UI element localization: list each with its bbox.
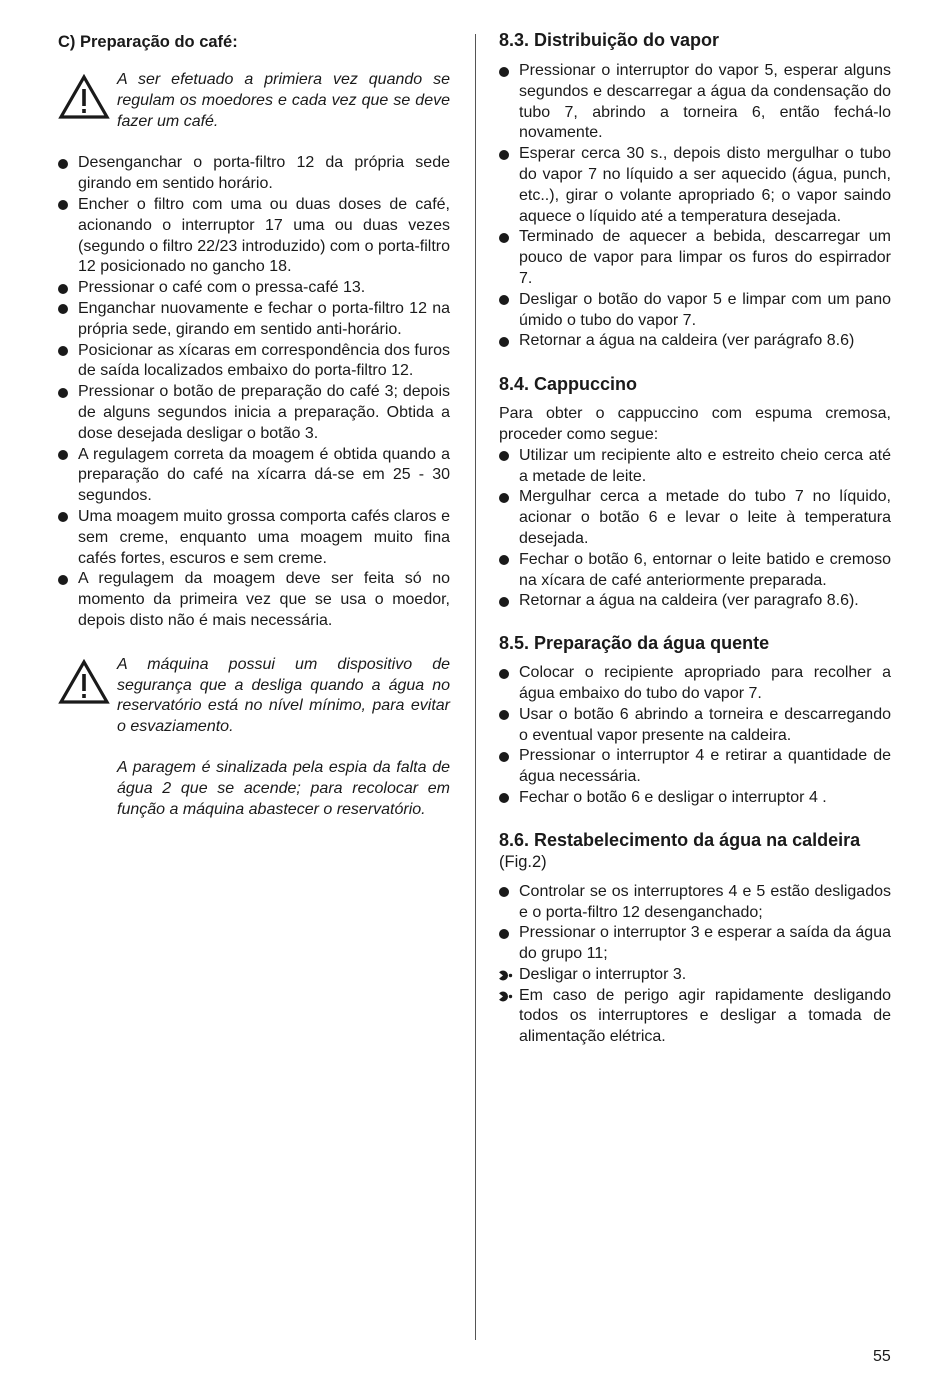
bullet-dot-icon xyxy=(499,887,509,897)
list-item: Pressionar o interruptor do vapor 5, esperar alguns segundos e descarregar a água da condensação do tubo 7, abrindo a torneira 6, então fechá-lo novamente. xyxy=(499,61,891,144)
warning-note-2 xyxy=(58,655,450,821)
bullet-dot-icon xyxy=(58,388,68,398)
warning-text-1: A ser efetuado a primiera vez quando se regulam os moedores e cada vez que se deve fazer um café. xyxy=(117,71,450,130)
warning-text-2b: A paragem é sinalizada pela espia da falta de água 2 que se acende; para recolocar em função a máquina abastecer o reservatório. xyxy=(117,758,450,818)
bullet-dot-icon xyxy=(499,150,509,160)
list-item: Enganchar nuovamente e fechar o porta-filtro 12 na própria sede, girando em sentido anti-horário. xyxy=(58,299,450,341)
bullet-dot-icon xyxy=(499,67,509,77)
list-item: Desligar o interruptor 3. xyxy=(499,965,891,986)
list-item: Desligar o botão do vapor 5 e limpar com um pano úmido o tubo do vapor 7. xyxy=(499,290,891,332)
list-item: Uma moagem muito grossa comporta cafés claros e sem creme, enquanto uma moagem muito fina cafés fortes, escuros e sem creme. xyxy=(58,507,450,569)
bullet-dot-icon xyxy=(499,233,509,243)
bullet-dot-icon xyxy=(499,295,509,305)
bullet-dot-icon xyxy=(499,451,509,461)
bullet-dot-icon xyxy=(499,337,509,347)
bullet-dot-icon xyxy=(58,512,68,522)
cappuccino-steps-list xyxy=(499,446,891,612)
arrow-bullet-icon xyxy=(497,991,513,1002)
list-item: Desenganchar o porta-filtro 12 da própria sede girando em sentido horário. xyxy=(58,153,450,195)
warning-triangle-icon xyxy=(58,659,110,705)
right-column xyxy=(499,28,891,1048)
warning-note-1 xyxy=(58,70,450,132)
list-item: Usar o botão 6 abrindo a torneira e descarregando o eventual vapor presente na caldeira. xyxy=(499,705,891,747)
list-item: A regulagem correta da moagem é obtida quando a preparação do café na xícarra dá-se em 25 - 30 segundos. xyxy=(58,445,450,507)
section-title-8-3: 8.3. Distribuição do vapor xyxy=(499,30,720,50)
left-column xyxy=(58,28,450,820)
bullet-dot-icon xyxy=(499,929,509,939)
bullet-dot-icon xyxy=(58,200,68,210)
bullet-dot-icon xyxy=(499,793,509,803)
section-title-8-5: 8.5. Preparação da água quente xyxy=(499,633,770,654)
warning-text-2a: A máquina possui um dispositivo de segurança que a desliga quando a água no reservatório está no nível mínimo, para evitar o esvaziamento. xyxy=(117,655,450,736)
list-item: Pressionar o interruptor 3 e esperar a saída da água do grupo 11; xyxy=(499,923,891,965)
list-item: Retornar a água na caldeira (ver paragrafo 8.6). xyxy=(499,591,891,612)
bullet-dot-icon xyxy=(58,346,68,356)
bullet-dot-icon xyxy=(58,159,68,169)
bullet-dot-icon xyxy=(499,493,509,503)
page-number: 55 xyxy=(873,1348,891,1365)
warning-triangle-icon xyxy=(58,74,110,120)
bullet-dot-icon xyxy=(499,710,509,720)
bullet-dot-icon xyxy=(58,304,68,314)
list-item: Pressionar o interruptor 4 e retirar a quantidade de água necessária. xyxy=(499,746,891,788)
list-item: Pressionar o café com o pressa-café 13. xyxy=(58,278,450,299)
coffee-steps-list xyxy=(58,153,450,631)
list-item: Colocar o recipiente apropriado para recolher a água embaixo do tubo do vapor 7. xyxy=(499,663,891,705)
list-item: A regulagem da moagem deve ser feita só no momento da primeira vez que se usa o moedor, depois disto não é mais necessária. xyxy=(58,569,450,631)
list-item: Fechar o botão 6, entornar o leite batido e cremoso na xícara de café anteriormente preparada. xyxy=(499,550,891,592)
section-title-8-4: 8.4. Cappuccino xyxy=(499,374,638,395)
bullet-dot-icon xyxy=(58,450,68,460)
bullet-dot-icon xyxy=(58,575,68,585)
list-item: Controlar se os interruptores 4 e 5 estão desligados e o porta-filtro 12 desenganchado; xyxy=(499,882,891,924)
bullet-dot-icon xyxy=(499,752,509,762)
list-item: Utilizar um recipiente alto e estreito cheio cerca até a metade de leite. xyxy=(499,446,891,488)
bullet-dot-icon xyxy=(499,669,509,679)
list-item: Posicionar as xícaras em correspondência dos furos de saída localizados embaixo do porta-filtro 12. xyxy=(58,341,450,383)
list-item: Retornar a água na caldeira (ver parágrafo 8.6) xyxy=(499,331,891,352)
list-item: Encher o filtro com uma ou duas doses de café, acionando o interruptor 17 uma ou duas vezes (segundo o filtro 22/23 introduzido) com o porta-filtro 12 posicionado no gancho 18. xyxy=(58,195,450,278)
section-title-preparacao-cafe: C) Preparação do café: xyxy=(58,33,238,51)
boiler-refill-steps-list xyxy=(499,882,891,1048)
section-subtitle-8-6: (Fig.2) xyxy=(499,852,547,871)
bullet-dot-icon xyxy=(58,284,68,294)
list-item: Terminado de aquecer a bebida, descarregar um pouco de vapor para limpar os furos do espirrador 7. xyxy=(499,227,891,289)
list-item: Mergulhar cerca a metade do tubo 7 no líquido, acionar o botão 6 e levar o leite à temperatura desejada. xyxy=(499,487,891,549)
list-item: Fechar o botão 6 e desligar o interruptor 4 . xyxy=(499,788,891,809)
steam-steps-list xyxy=(499,61,891,352)
hot-water-steps-list xyxy=(499,663,891,809)
bullet-dot-icon xyxy=(499,555,509,565)
cappuccino-intro: Para obter o cappuccino com espuma cremosa, proceder como segue: xyxy=(499,405,891,443)
section-title-8-6: 8.6. Restabelecimento da água na caldeira xyxy=(499,829,861,850)
list-item: Em caso de perigo agir rapidamente desligando todos os interruptores e desligar a tomada de alimentação elétrica. xyxy=(499,986,891,1048)
list-item: Pressionar o botão de preparação do café 3; depois de alguns segundos inicia a preparação. Obtida a dose desejada desligar o botão 3. xyxy=(58,382,450,444)
bullet-dot-icon xyxy=(499,597,509,607)
column-divider xyxy=(475,34,476,1340)
list-item: Esperar cerca 30 s., depois disto mergulhar o tubo do vapor 7 no líquido a ser aquecido (água, punch, etc..), girar o volante apropriado 6; o vapor saindo aquece o líquido até a temperatura desejada. xyxy=(499,144,891,227)
arrow-bullet-icon xyxy=(497,970,513,981)
